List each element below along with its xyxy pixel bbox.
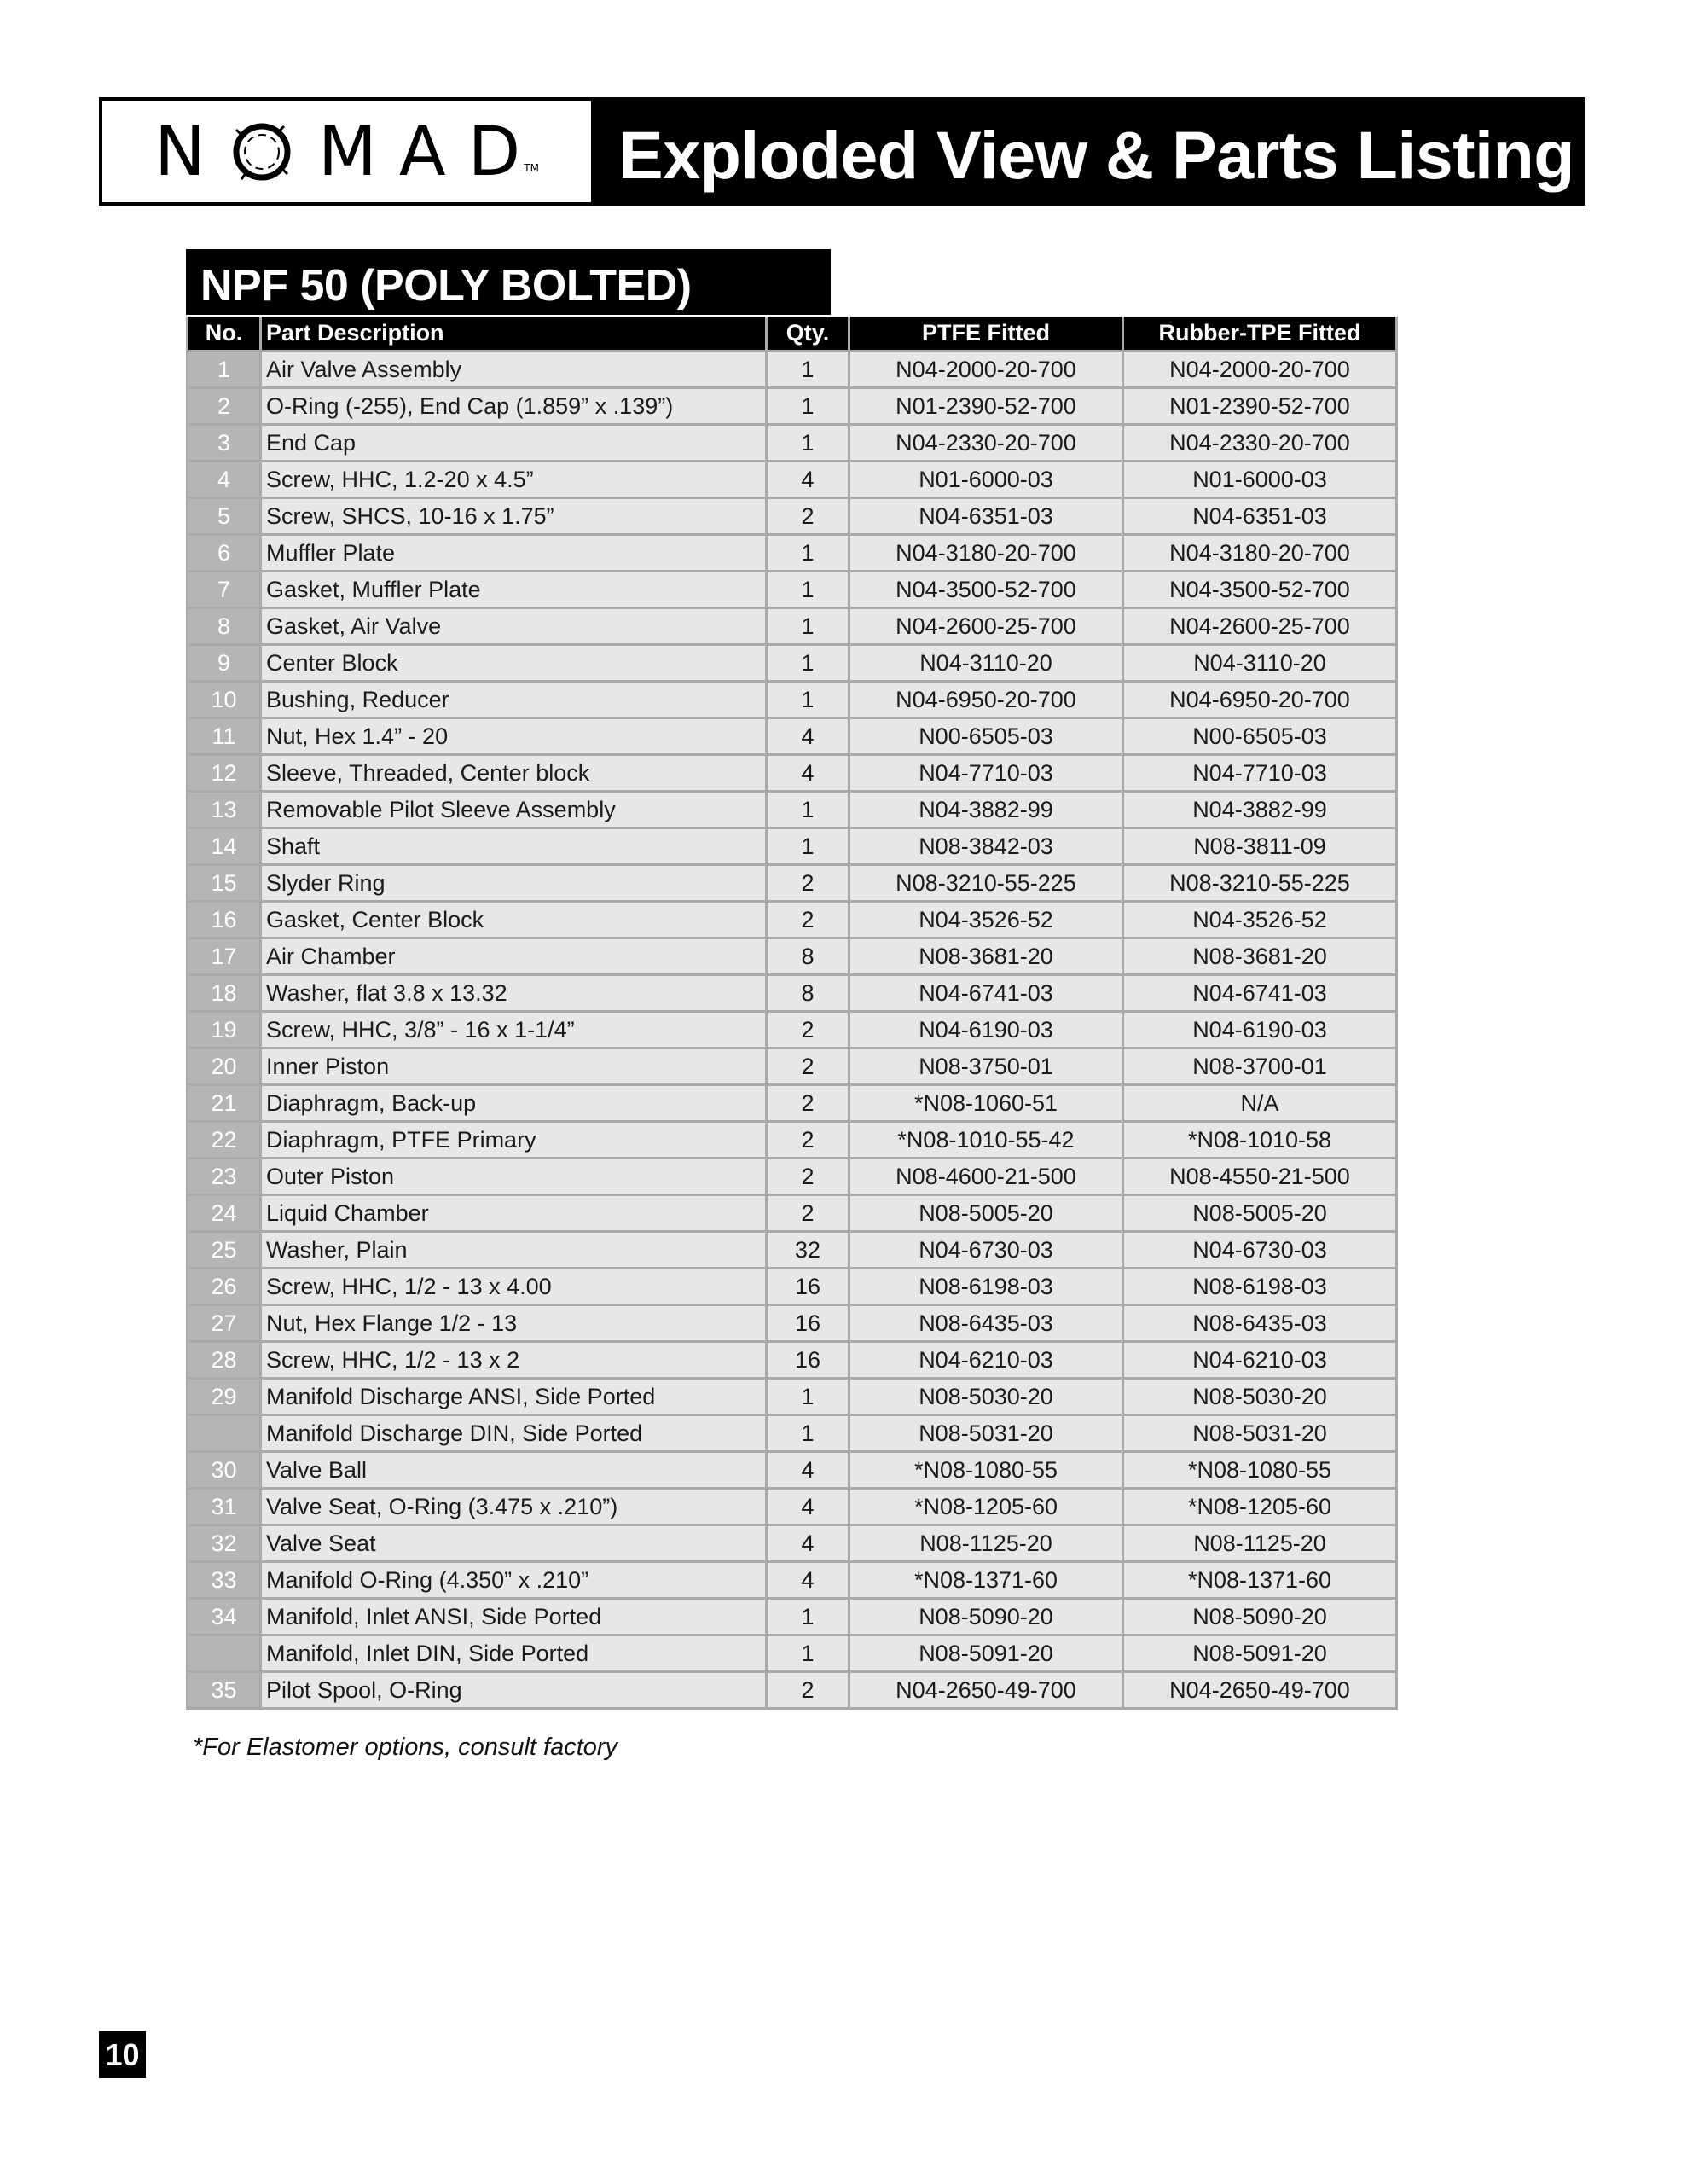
cell-qty: 16 <box>767 1342 849 1379</box>
cell-ptfe-fitted: N08-3842-03 <box>849 828 1123 865</box>
parts-table <box>186 317 1398 1710</box>
cell-no: 30 <box>188 1452 261 1489</box>
cell-no: 24 <box>188 1195 261 1232</box>
cell-qty: 2 <box>767 1085 849 1122</box>
cell-description: O-Ring (-255), End Cap (1.859” x .139”) <box>261 388 767 425</box>
cell-ptfe-fitted: *N08-1205-60 <box>849 1489 1123 1525</box>
cell-no: 10 <box>188 682 261 718</box>
cell-rubber-tpe-fitted: N08-5090-20 <box>1123 1599 1397 1635</box>
cell-qty: 1 <box>767 792 849 828</box>
cell-no: 16 <box>188 902 261 938</box>
cell-qty: 4 <box>767 462 849 498</box>
cell-qty: 1 <box>767 608 849 645</box>
cell-rubber-tpe-fitted: N08-4550-21-500 <box>1123 1159 1397 1195</box>
table-row <box>188 535 1397 572</box>
cell-no: 11 <box>188 718 261 755</box>
cell-ptfe-fitted: N08-5005-20 <box>849 1195 1123 1232</box>
cell-ptfe-fitted: N04-2000-20-700 <box>849 351 1123 388</box>
table-row <box>188 755 1397 792</box>
cell-description: Manifold O-Ring (4.350” x .210” <box>261 1562 767 1599</box>
table-row <box>188 1599 1397 1635</box>
table-row <box>188 1379 1397 1415</box>
cell-no: 26 <box>188 1269 261 1305</box>
cell-rubber-tpe-fitted: *N08-1010-58 <box>1123 1122 1397 1159</box>
page-number: 10 <box>99 2031 146 2078</box>
cell-rubber-tpe-fitted: N04-6950-20-700 <box>1123 682 1397 718</box>
cell-rubber-tpe-fitted: N/A <box>1123 1085 1397 1122</box>
cell-description: Screw, SHCS, 10-16 x 1.75” <box>261 498 767 535</box>
cell-no: 21 <box>188 1085 261 1122</box>
cell-description: Screw, HHC, 1/2 - 13 x 2 <box>261 1342 767 1379</box>
table-row <box>188 1232 1397 1269</box>
cell-no: 27 <box>188 1305 261 1342</box>
cell-qty: 2 <box>767 865 849 902</box>
cell-description: Sleeve, Threaded, Center block <box>261 755 767 792</box>
cell-description: Gasket, Muffler Plate <box>261 572 767 608</box>
cell-qty: 16 <box>767 1305 849 1342</box>
cell-rubber-tpe-fitted: N04-6210-03 <box>1123 1342 1397 1379</box>
table-row <box>188 792 1397 828</box>
table-row <box>188 1452 1397 1489</box>
cell-rubber-tpe-fitted: *N08-1080-55 <box>1123 1452 1397 1489</box>
cell-rubber-tpe-fitted: N08-5031-20 <box>1123 1415 1397 1452</box>
cell-no: 4 <box>188 462 261 498</box>
cell-ptfe-fitted: *N08-1371-60 <box>849 1562 1123 1599</box>
cell-no: 18 <box>188 975 261 1012</box>
cell-rubber-tpe-fitted: N01-6000-03 <box>1123 462 1397 498</box>
cell-ptfe-fitted: N04-6730-03 <box>849 1232 1123 1269</box>
logo-trademark: TM <box>524 161 539 174</box>
cell-ptfe-fitted: N04-6351-03 <box>849 498 1123 535</box>
cell-qty: 1 <box>767 828 849 865</box>
cell-qty: 1 <box>767 425 849 462</box>
cell-description: Valve Seat <box>261 1525 767 1562</box>
cell-rubber-tpe-fitted: N00-6505-03 <box>1123 718 1397 755</box>
cell-rubber-tpe-fitted: N04-3500-52-700 <box>1123 572 1397 608</box>
cell-rubber-tpe-fitted: N08-3210-55-225 <box>1123 865 1397 902</box>
cell-description: Nut, Hex Flange 1/2 - 13 <box>261 1305 767 1342</box>
cell-qty: 2 <box>767 1122 849 1159</box>
cell-rubber-tpe-fitted: N04-3526-52 <box>1123 902 1397 938</box>
cell-ptfe-fitted: N04-3526-52 <box>849 902 1123 938</box>
table-row <box>188 1159 1397 1195</box>
header-title-box <box>591 101 1581 202</box>
nomad-logo <box>154 111 539 191</box>
cell-no: 34 <box>188 1599 261 1635</box>
cell-rubber-tpe-fitted: N08-3700-01 <box>1123 1048 1397 1085</box>
logo-letter-m: M <box>317 111 377 191</box>
cell-rubber-tpe-fitted: N08-6435-03 <box>1123 1305 1397 1342</box>
cell-qty: 2 <box>767 1159 849 1195</box>
cell-ptfe-fitted: N04-6210-03 <box>849 1342 1123 1379</box>
cell-rubber-tpe-fitted: N08-6198-03 <box>1123 1269 1397 1305</box>
cell-ptfe-fitted: N04-6190-03 <box>849 1012 1123 1048</box>
cell-rubber-tpe-fitted: N04-3882-99 <box>1123 792 1397 828</box>
cell-rubber-tpe-fitted: N04-2330-20-700 <box>1123 425 1397 462</box>
table-row <box>188 682 1397 718</box>
cell-qty: 4 <box>767 1452 849 1489</box>
logo <box>102 101 591 202</box>
cell-ptfe-fitted: N08-5090-20 <box>849 1599 1123 1635</box>
cell-description: Valve Ball <box>261 1452 767 1489</box>
cell-qty: 1 <box>767 1415 849 1452</box>
cell-qty: 2 <box>767 498 849 535</box>
cell-description: Bushing, Reducer <box>261 682 767 718</box>
cell-no <box>188 1415 261 1452</box>
cell-ptfe-fitted: N04-6950-20-700 <box>849 682 1123 718</box>
cell-no: 20 <box>188 1048 261 1085</box>
cell-description: Diaphragm, Back-up <box>261 1085 767 1122</box>
cell-rubber-tpe-fitted: N04-7710-03 <box>1123 755 1397 792</box>
cell-description: Nut, Hex 1.4” - 20 <box>261 718 767 755</box>
cell-no: 31 <box>188 1489 261 1525</box>
cell-no: 1 <box>188 351 261 388</box>
cell-description: Washer, flat 3.8 x 13.32 <box>261 975 767 1012</box>
page-title: Exploded View & Parts Listing <box>618 116 1575 193</box>
cell-ptfe-fitted: *N08-1010-55-42 <box>849 1122 1123 1159</box>
cell-description: End Cap <box>261 425 767 462</box>
cell-qty: 2 <box>767 1195 849 1232</box>
cell-ptfe-fitted: N08-6198-03 <box>849 1269 1123 1305</box>
cell-qty: 8 <box>767 938 849 975</box>
table-row <box>188 388 1397 425</box>
cell-ptfe-fitted: N04-2600-25-700 <box>849 608 1123 645</box>
table-row <box>188 462 1397 498</box>
table-row <box>188 975 1397 1012</box>
table-row <box>188 1269 1397 1305</box>
cell-no: 9 <box>188 645 261 682</box>
cell-no: 23 <box>188 1159 261 1195</box>
column-header-ptfe-fitted: PTFE Fitted <box>849 317 1123 351</box>
table-row <box>188 1415 1397 1452</box>
column-header-no: No. <box>188 317 261 351</box>
cell-rubber-tpe-fitted: N04-2000-20-700 <box>1123 351 1397 388</box>
section-title: NPF 50 (POLY BOLTED) <box>200 261 692 311</box>
cell-no: 19 <box>188 1012 261 1048</box>
cell-qty: 4 <box>767 1525 849 1562</box>
cell-rubber-tpe-fitted: N08-3811-09 <box>1123 828 1397 865</box>
cell-qty: 16 <box>767 1269 849 1305</box>
cell-rubber-tpe-fitted: N08-5005-20 <box>1123 1195 1397 1232</box>
cell-description: Outer Piston <box>261 1159 767 1195</box>
cell-no: 32 <box>188 1525 261 1562</box>
cell-description: Washer, Plain <box>261 1232 767 1269</box>
cell-rubber-tpe-fitted: N04-3110-20 <box>1123 645 1397 682</box>
cell-no: 14 <box>188 828 261 865</box>
table-row <box>188 1012 1397 1048</box>
cell-no: 6 <box>188 535 261 572</box>
cell-ptfe-fitted: N08-1125-20 <box>849 1525 1123 1562</box>
cell-qty: 1 <box>767 1379 849 1415</box>
cell-no: 22 <box>188 1122 261 1159</box>
cell-ptfe-fitted: N08-3210-55-225 <box>849 865 1123 902</box>
cell-ptfe-fitted: N04-3180-20-700 <box>849 535 1123 572</box>
table-row <box>188 1342 1397 1379</box>
table-row <box>188 1489 1397 1525</box>
cell-ptfe-fitted: N08-6435-03 <box>849 1305 1123 1342</box>
cell-rubber-tpe-fitted: N08-5030-20 <box>1123 1379 1397 1415</box>
cell-rubber-tpe-fitted: *N08-1371-60 <box>1123 1562 1397 1599</box>
cell-qty: 2 <box>767 1048 849 1085</box>
cell-description: Air Valve Assembly <box>261 351 767 388</box>
table-row <box>188 1525 1397 1562</box>
cell-rubber-tpe-fitted: N04-6730-03 <box>1123 1232 1397 1269</box>
logo-letter-n: N <box>154 111 206 191</box>
cell-ptfe-fitted: N04-3500-52-700 <box>849 572 1123 608</box>
cell-no: 29 <box>188 1379 261 1415</box>
cell-ptfe-fitted: N04-6741-03 <box>849 975 1123 1012</box>
cell-description: Screw, HHC, 3/8” - 16 x 1-1/4” <box>261 1012 767 1048</box>
cell-rubber-tpe-fitted: N04-2650-49-700 <box>1123 1672 1397 1709</box>
table-row <box>188 1672 1397 1709</box>
cell-no: 25 <box>188 1232 261 1269</box>
cell-no: 28 <box>188 1342 261 1379</box>
cell-no: 33 <box>188 1562 261 1599</box>
cell-ptfe-fitted: N04-2330-20-700 <box>849 425 1123 462</box>
cell-qty: 2 <box>767 1012 849 1048</box>
cell-description: Gasket, Center Block <box>261 902 767 938</box>
cell-qty: 8 <box>767 975 849 1012</box>
cell-ptfe-fitted: N04-2650-49-700 <box>849 1672 1123 1709</box>
table-row <box>188 572 1397 608</box>
cell-description: Gasket, Air Valve <box>261 608 767 645</box>
cell-ptfe-fitted: N01-6000-03 <box>849 462 1123 498</box>
cell-ptfe-fitted: *N08-1060-51 <box>849 1085 1123 1122</box>
cell-qty: 1 <box>767 535 849 572</box>
cell-no: 2 <box>188 388 261 425</box>
table-row <box>188 1635 1397 1672</box>
cell-ptfe-fitted: N04-7710-03 <box>849 755 1123 792</box>
footnote: *For Elastomer options, consult factory <box>193 1734 618 1761</box>
table-row <box>188 608 1397 645</box>
cell-rubber-tpe-fitted: N08-3681-20 <box>1123 938 1397 975</box>
cell-ptfe-fitted: N08-3681-20 <box>849 938 1123 975</box>
cell-rubber-tpe-fitted: N04-3180-20-700 <box>1123 535 1397 572</box>
table-row <box>188 1562 1397 1599</box>
table-row <box>188 828 1397 865</box>
table-row <box>188 1085 1397 1122</box>
cell-ptfe-fitted: N08-4600-21-500 <box>849 1159 1123 1195</box>
logo-letter-a: A <box>398 111 446 191</box>
cell-ptfe-fitted: N08-5030-20 <box>849 1379 1123 1415</box>
cell-rubber-tpe-fitted: N01-2390-52-700 <box>1123 388 1397 425</box>
cell-rubber-tpe-fitted: N08-1125-20 <box>1123 1525 1397 1562</box>
cell-description: Removable Pilot Sleeve Assembly <box>261 792 767 828</box>
table-body <box>188 351 1397 1709</box>
table-row <box>188 1195 1397 1232</box>
table-row <box>188 902 1397 938</box>
cell-qty: 1 <box>767 682 849 718</box>
cell-no: 15 <box>188 865 261 902</box>
cell-description: Shaft <box>261 828 767 865</box>
cell-qty: 4 <box>767 1562 849 1599</box>
table-row <box>188 498 1397 535</box>
cell-rubber-tpe-fitted: N04-6190-03 <box>1123 1012 1397 1048</box>
cell-description: Slyder Ring <box>261 865 767 902</box>
cell-qty: 1 <box>767 1599 849 1635</box>
cell-qty: 1 <box>767 388 849 425</box>
cell-rubber-tpe-fitted: N04-6351-03 <box>1123 498 1397 535</box>
cell-ptfe-fitted: *N08-1080-55 <box>849 1452 1123 1489</box>
logo-swirl-o-icon <box>228 118 296 186</box>
column-header-description: Part Description <box>261 317 767 351</box>
table-row <box>188 645 1397 682</box>
column-header-qty: Qty. <box>767 317 849 351</box>
cell-qty: 4 <box>767 718 849 755</box>
cell-no <box>188 1635 261 1672</box>
cell-no: 7 <box>188 572 261 608</box>
cell-ptfe-fitted: N08-5091-20 <box>849 1635 1123 1672</box>
cell-ptfe-fitted: N04-3110-20 <box>849 645 1123 682</box>
cell-ptfe-fitted: N00-6505-03 <box>849 718 1123 755</box>
cell-description: Manifold Discharge ANSI, Side Ported <box>261 1379 767 1415</box>
cell-description: Valve Seat, O-Ring (3.475 x .210”) <box>261 1489 767 1525</box>
cell-qty: 1 <box>767 572 849 608</box>
table-row <box>188 425 1397 462</box>
cell-description: Manifold, Inlet DIN, Side Ported <box>261 1635 767 1672</box>
table-header-row <box>188 317 1397 351</box>
cell-description: Liquid Chamber <box>261 1195 767 1232</box>
table-row <box>188 718 1397 755</box>
cell-no: 17 <box>188 938 261 975</box>
cell-description: Air Chamber <box>261 938 767 975</box>
table-row <box>188 1122 1397 1159</box>
cell-qty: 2 <box>767 1672 849 1709</box>
cell-qty: 32 <box>767 1232 849 1269</box>
cell-qty: 4 <box>767 755 849 792</box>
cell-qty: 1 <box>767 1635 849 1672</box>
logo-letter-d: D <box>467 111 521 191</box>
cell-ptfe-fitted: N08-3750-01 <box>849 1048 1123 1085</box>
cell-qty: 1 <box>767 645 849 682</box>
table-row <box>188 1048 1397 1085</box>
cell-no: 5 <box>188 498 261 535</box>
cell-no: 3 <box>188 425 261 462</box>
cell-qty: 4 <box>767 1489 849 1525</box>
cell-rubber-tpe-fitted: N08-5091-20 <box>1123 1635 1397 1672</box>
cell-description: Center Block <box>261 645 767 682</box>
cell-no: 12 <box>188 755 261 792</box>
section-banner <box>186 249 831 315</box>
cell-no: 35 <box>188 1672 261 1709</box>
table-row <box>188 1305 1397 1342</box>
column-header-rubber-tpe-fitted: Rubber-TPE Fitted <box>1123 317 1397 351</box>
page-header <box>99 97 1585 206</box>
cell-description: Diaphragm, PTFE Primary <box>261 1122 767 1159</box>
table-row <box>188 865 1397 902</box>
cell-rubber-tpe-fitted: N04-6741-03 <box>1123 975 1397 1012</box>
table-row <box>188 351 1397 388</box>
cell-no: 8 <box>188 608 261 645</box>
cell-ptfe-fitted: N04-3882-99 <box>849 792 1123 828</box>
cell-ptfe-fitted: N08-5031-20 <box>849 1415 1123 1452</box>
cell-no: 13 <box>188 792 261 828</box>
cell-description: Manifold Discharge DIN, Side Ported <box>261 1415 767 1452</box>
cell-description: Screw, HHC, 1/2 - 13 x 4.00 <box>261 1269 767 1305</box>
cell-description: Screw, HHC, 1.2-20 x 4.5” <box>261 462 767 498</box>
cell-ptfe-fitted: N01-2390-52-700 <box>849 388 1123 425</box>
cell-rubber-tpe-fitted: N04-2600-25-700 <box>1123 608 1397 645</box>
cell-description: Manifold, Inlet ANSI, Side Ported <box>261 1599 767 1635</box>
cell-rubber-tpe-fitted: *N08-1205-60 <box>1123 1489 1397 1525</box>
cell-description: Inner Piston <box>261 1048 767 1085</box>
cell-description: Pilot Spool, O-Ring <box>261 1672 767 1709</box>
cell-qty: 1 <box>767 351 849 388</box>
cell-qty: 2 <box>767 902 849 938</box>
cell-description: Muffler Plate <box>261 535 767 572</box>
table-row <box>188 938 1397 975</box>
